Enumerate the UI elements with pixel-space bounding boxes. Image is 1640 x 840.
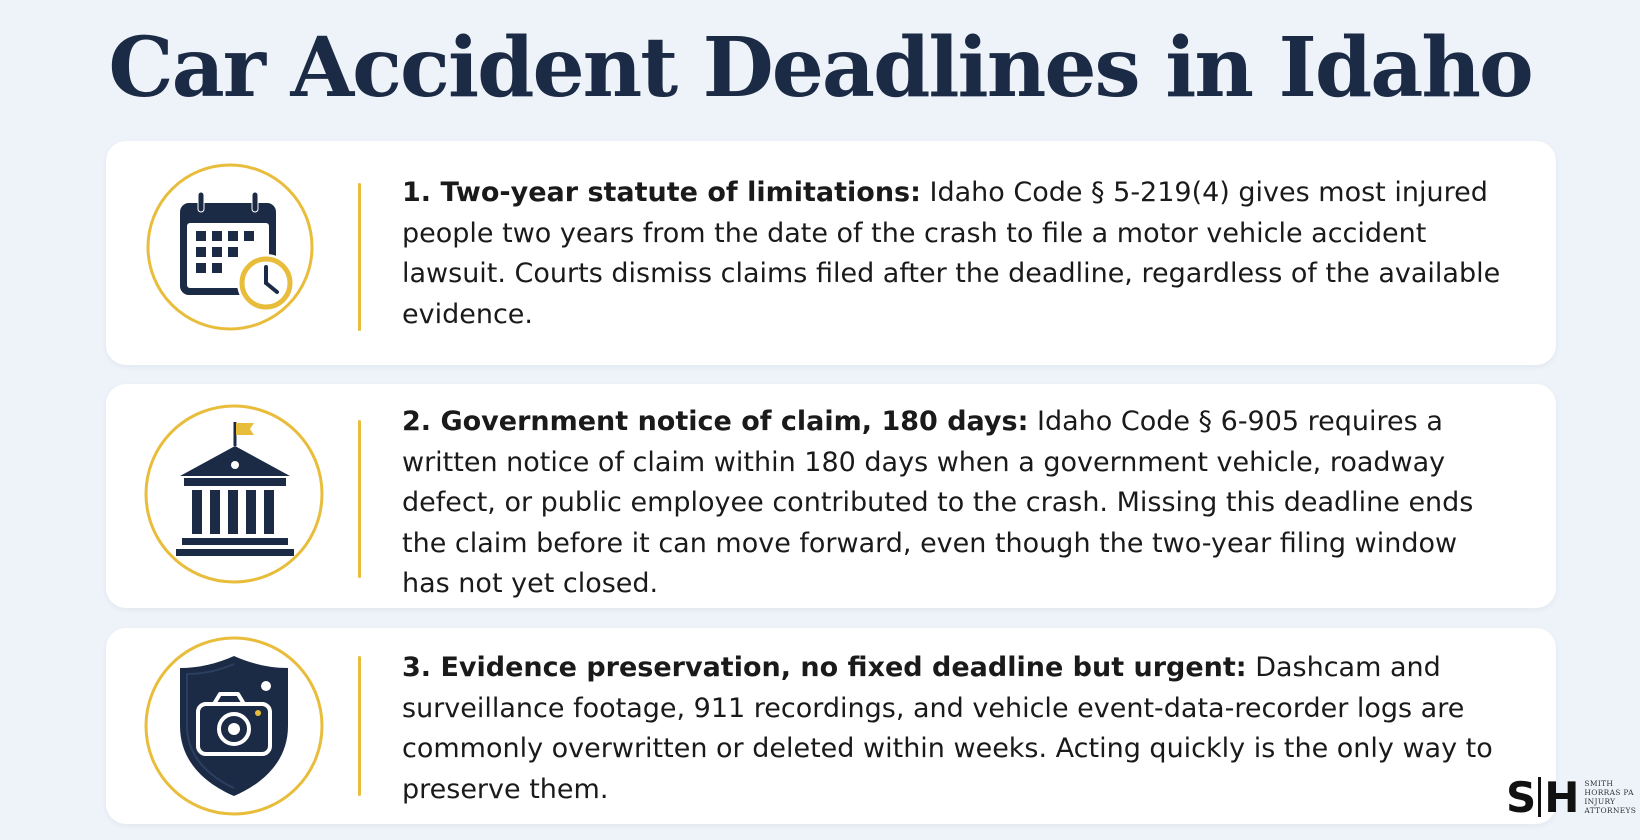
- logo-letter-h: H: [1544, 772, 1579, 822]
- divider-line: [358, 183, 361, 331]
- logo-letter-s: S: [1506, 772, 1536, 822]
- deadline-heading: 3. Evidence preservation, no fixed deadline but urgent:: [402, 652, 1247, 683]
- logo-firm-name: [1584, 779, 1636, 815]
- deadline-text: [402, 648, 1502, 810]
- logo-line-3: INJURY: [1584, 797, 1616, 806]
- firm-logo: [1506, 774, 1636, 820]
- deadline-card-evidence-preservation: [106, 628, 1556, 824]
- calendar-clock-icon: [144, 161, 316, 337]
- deadline-text: [402, 173, 1502, 335]
- deadline-text: [402, 402, 1502, 605]
- deadline-card-government-notice: [106, 384, 1556, 608]
- deadline-heading: 1. Two-year statute of limitations:: [402, 177, 921, 208]
- deadline-body: Idaho Code § 6-905 requires a written notice of claim within 180 days when a government vehicle, roadway defect, or public employee contributed to the crash. Missing this deadline ends the claim before it can move forward, even though the two-year filing window has not yet closed.: [402, 406, 1474, 599]
- logo-line-1: SMITH: [1584, 779, 1614, 788]
- shield-camera-icon: [144, 634, 324, 822]
- deadline-card-statute-of-limitations: [106, 141, 1556, 365]
- logo-line-4: ATTORNEYS: [1584, 806, 1637, 815]
- logo-line-2: HORRAS PA: [1584, 788, 1634, 797]
- page-title: Car Accident Deadlines in Idaho: [108, 20, 1532, 116]
- deadline-body: Idaho Code § 5-219(4) gives most injured people two years from the date of the crash to file a motor vehicle accident lawsuit. Courts dismiss claims filed after the deadline, regardless of the available evidence.: [402, 177, 1501, 330]
- divider-line: [358, 656, 361, 796]
- deadline-body: Dashcam and surveillance footage, 911 recordings, and vehicle event-data-recorder logs are commonly overwritten or deleted within weeks. Acting quickly is the only way to preserve them.: [402, 652, 1493, 805]
- government-building-icon: [144, 402, 324, 590]
- divider-line: [358, 420, 361, 578]
- logo-monogram: [1506, 773, 1578, 822]
- deadline-heading: 2. Government notice of claim, 180 days:: [402, 406, 1029, 437]
- logo-divider: [1538, 777, 1541, 817]
